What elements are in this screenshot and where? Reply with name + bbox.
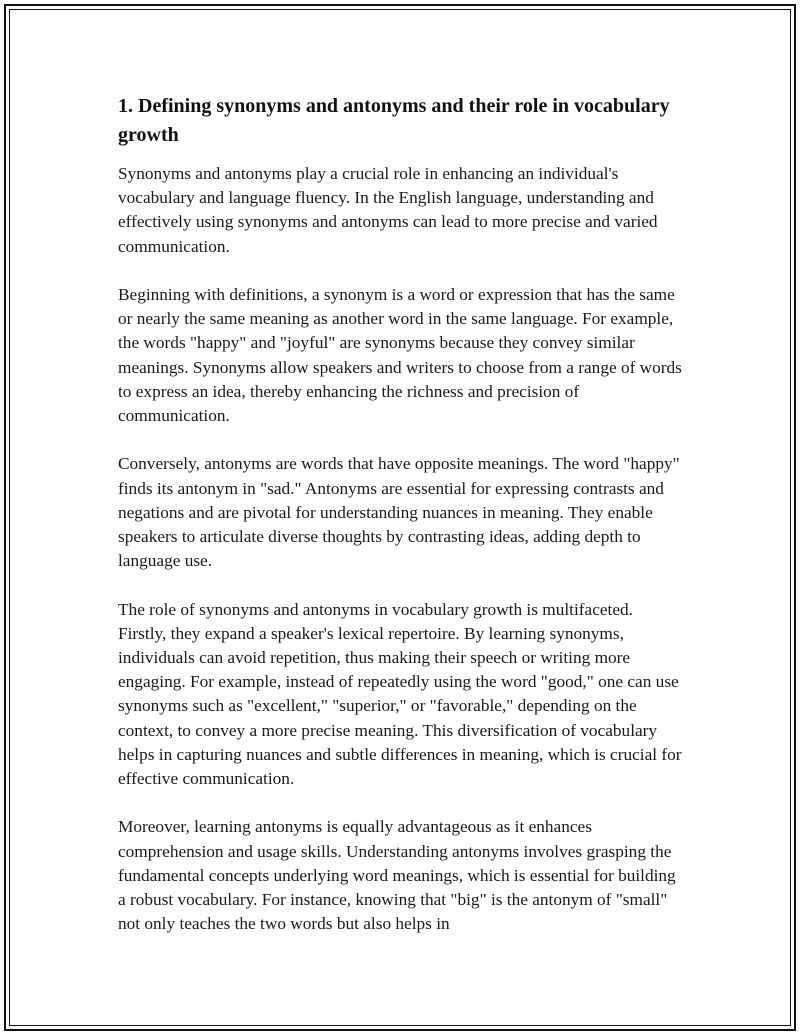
section-heading: 1. Defining synonyms and antonyms and their role in vocabulary growth [118,95,670,146]
paragraph-intro: Synonyms and antonyms play a crucial role in enhancing an individual's vocabulary and language fluency. In the English language, understanding and effectively using synonyms and antonyms can lead to more precise and varied communication. [118,164,658,256]
paragraph-antonym-definition: Conversely, antonyms are words that have opposite meanings. The word "happy" finds its antonym in "sad." Antonyms are essential for expressing contrasts and negations and are pivotal for understanding nuances in meaning. They enable speakers to articulate diverse thoughts by contrasting ideas, adding depth to language use. [118,454,680,571]
document-body [118,92,684,961]
paragraph-vocabulary-role: The role of synonyms and antonyms in vocabulary growth is multifaceted. Firstly, they expand a speaker's lexical repertoire. By learning synonyms, individuals can avoid repetition, thus making their speech or writing more engaging. For example, instead of repeatedly using the word "good," one can use synonyms such as "excellent," "superior," or "favorable," depending on the context, to convey a more precise meaning. This diversification of vocabulary helps in capturing nuances and subtle differences in meaning, which is crucial for effective communication. [118,599,682,789]
paragraph-antonym-advantages: Moreover, learning antonyms is equally advantageous as it enhances comprehension and usage skills. Understanding antonyms involves grasping the fundamental concepts underlying word meanings, which is essential for building a robust vocabulary. For instance, knowing that "big" is the antonym of "small" not only teaches the two words but also helps in [118,817,676,934]
paragraph-synonym-definition: Beginning with definitions, a synonym is a word or expression that has the same or nearly the same meaning as another word in the same language. For example, the words "happy" and "joyful" are synonyms because they convey similar meanings. Synonyms allow speakers and writers to choose from a range of words to express an idea, thereby enhancing the richness and precision of communication. [118,285,682,426]
